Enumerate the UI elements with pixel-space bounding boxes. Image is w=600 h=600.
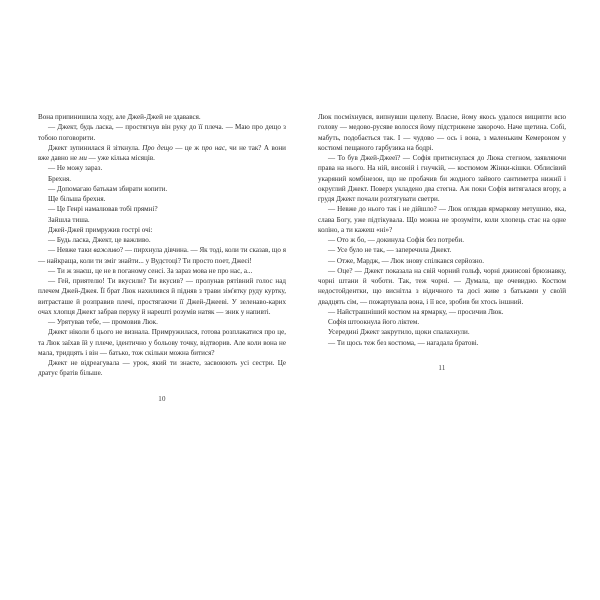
- paragraph: — То був Джей-Джееї? — Софія притиснулася до Люка стегном, заявляючи права на нього. На ній, висоній і гнучкій, — костюмом Жінки-кішки. Облисівий укаряний комбінезон, що не пробачив би жодного зайвого сантиметра нижнії і округлий Джект. Поверх укладено два стегна. Аж поки Софія витягалася вгору, а грудя Джект почали розтягувати светри.: [318, 154, 566, 203]
- paragraph: Вона припинишила ходу, але Джей-Джей не здавався.: [38, 113, 201, 121]
- paragraph: — Найстрашніший костюм на ярмарку, — просичив Люк.: [328, 307, 504, 316]
- paragraph: — Не можу зараз.: [48, 164, 103, 173]
- paragraph: — Допомагаю батькам збирати копити.: [48, 184, 168, 193]
- paragraph: — Усе було не так, — заперечила Джект.: [328, 246, 452, 255]
- page-right-body: [318, 112, 566, 348]
- paragraph: Джект ніколи б цього не визнала. Примружилася, готова розплакатися про це, та Люк заїхав їй у плече, ідентично у больову точку, відтворив. Але коли вона не мала, тридцять і він — батько, тож скільки можна битися?: [38, 328, 286, 357]
- page-number-right: 11: [438, 363, 446, 372]
- paragraph: Люк посміхнувся, випнувши щелепу. Власне, йому якось удалося вищипти всю голову — медово-русяве волосся йому підстрижене закорочо. Наче щетина. Собі, мабуть, подобається так. І — чудово — ось і вона, з маленьким Кемероном у костюмі пещаного гарбузика на бодрі.: [318, 113, 566, 152]
- spread-columns: [0, 112, 600, 403]
- paragraph: — Будь ласка, Джект, це важливо.: [48, 236, 151, 244]
- page-right: [318, 112, 566, 403]
- page-left-body: [38, 112, 286, 379]
- paragraph: — Джект, будь ласка, — простягнув він руку до її плеча. — Маю про дещо з тобою поговорити.: [38, 123, 286, 142]
- paragraph: Усередині Джект закрутило, щоки спалахнули.: [328, 328, 470, 337]
- paragraph: Джект не відреагувала — урок, який ти знаєте, засвоюють усі сестри. Це дратує братів більше.: [38, 359, 286, 378]
- paragraph: — Гей, приятелю! Ти вкусили? Ти вкусив? — пролунав рятівний голос над плечем Джей-Джея. Її брат Люк нахилився й підняв з трави зім'ятку руду куртку, витрасташе й розправив плечі, простягаючи її Джей-Джееві. У зеленаво-карих очах хлопця Джект забрав перуку й нарешті розумів натяк — зник у напивті.: [38, 277, 286, 316]
- paragraph: Зайшла тиша.: [48, 215, 90, 224]
- paragraph: Софія штоокнула його ліктем.: [328, 318, 420, 326]
- paragraph: — Отже, Мардж, — Люк знову спілкався серйозно.: [328, 256, 485, 265]
- paragraph: Джект зупинилася й зіткнула. Про дещо — це ж про нас, чи не так? А вони вже давно не ми — уже кілька місяців.: [38, 143, 286, 162]
- paragraph: — Оце? — Джект показала на свій чорний гольф, чорні джинсові брюзнавку, чорні штани й чоботи. Так, теж чорні. — Думала, ще очевидно. Костюм недостойдентки, що виснітла з відичного та досі живе з батьками у своїй двадцять сім, — пожартувала вона, і її все, зробив би хтось іншний.: [318, 266, 566, 306]
- paragraph: — Невже таки важливо? — пирхнула дівчина. — Як тоді, коли ти сказав, що я — найкраща, коли ти зміг знайти... у Вудстоці? Ти просто поет, Джеєі!: [38, 246, 287, 265]
- paragraph: Ще більша брехня.: [48, 195, 106, 203]
- page-number-left: 10: [158, 394, 166, 403]
- paragraph: — Невже до нього так і не дійшло? — Люк оглядав ярмаркову метушню, яка, слава Богу, уже підтікувала. Що можна не зрозуміти, коли хлопець стає на одне коліно, а ти кажеш «ні»?: [318, 205, 566, 234]
- paragraph: — Урятував тебе, — промовив Люк.: [48, 318, 158, 326]
- paragraph: Брехня.: [48, 174, 72, 183]
- page-left: [38, 112, 286, 403]
- paragraph: Джей-Джей примружив гострі очі:: [48, 225, 153, 234]
- paragraph: — Це Генрі намалював тобі прямні?: [48, 205, 158, 214]
- paragraph: — Ти щось теж без костюма, — нагадала братові.: [328, 338, 479, 347]
- paragraph: — Ти ж знаєш, це не в поганому сенсі. За зараз мова не про нас, а...: [48, 266, 253, 275]
- paragraph: — Ото ж бо, — докинула Софія без потреби.: [328, 236, 464, 244]
